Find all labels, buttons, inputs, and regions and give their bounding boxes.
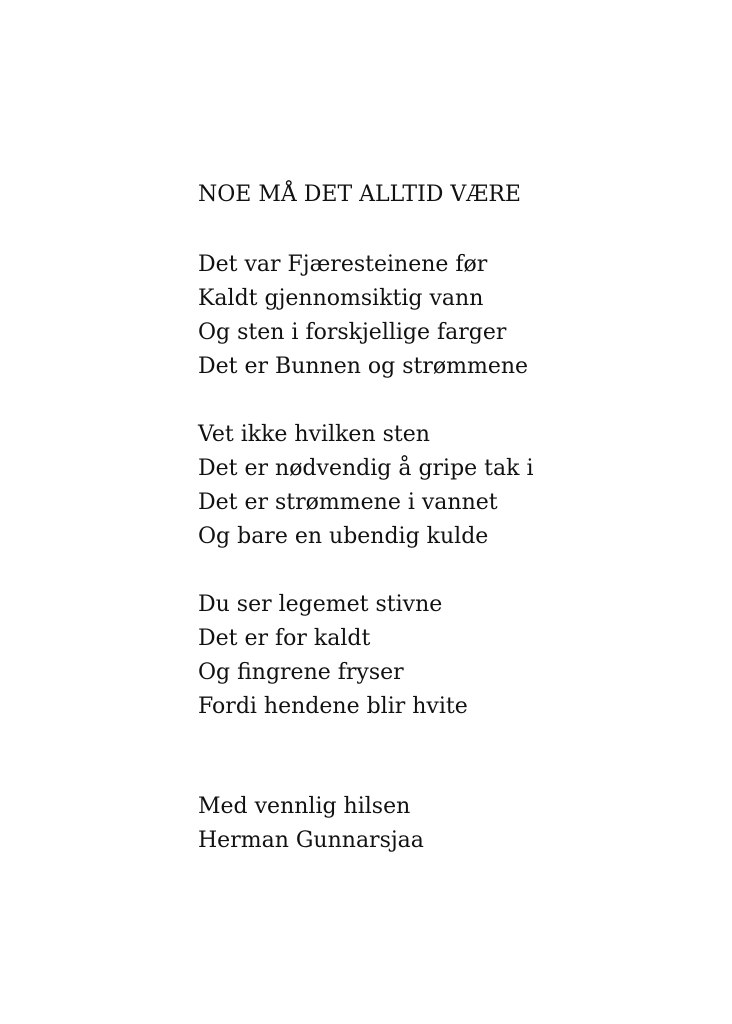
- poem-line: Vet ikke hvilken sten: [198, 422, 430, 447]
- author-name: Herman Gunnarsjaa: [198, 828, 424, 853]
- poem-line: Fordi hendene blir hvite: [198, 694, 468, 719]
- stanza-1: [198, 248, 718, 384]
- poem-line: Kaldt gjennomsiktig vann: [198, 286, 484, 311]
- closing-salutation: Med vennlig hilsen: [198, 794, 411, 819]
- poem-line: Det er Bunnen og strømmene: [198, 354, 529, 379]
- poem-line: Og fingrene fryser: [198, 660, 404, 685]
- poem-line: Og bare en ubendig kulde: [198, 524, 489, 549]
- signature-block: [198, 790, 718, 858]
- poem-line: Du ser legemet stivne: [198, 592, 443, 617]
- poem-line: Det var Fjæresteinene før: [198, 252, 488, 277]
- poem-line: Det er nødvendig å gripe tak i: [198, 456, 534, 481]
- poem-line: Det er strømmene i vannet: [198, 490, 498, 515]
- poem: [198, 178, 718, 858]
- poem-title: NOE MÅ DET ALLTID VÆRE: [198, 182, 521, 207]
- poem-line: Det er for kaldt: [198, 626, 371, 651]
- stanza-3: [198, 588, 718, 724]
- poem-line: Og sten i forskjellige farger: [198, 320, 507, 345]
- stanza-2: [198, 418, 718, 554]
